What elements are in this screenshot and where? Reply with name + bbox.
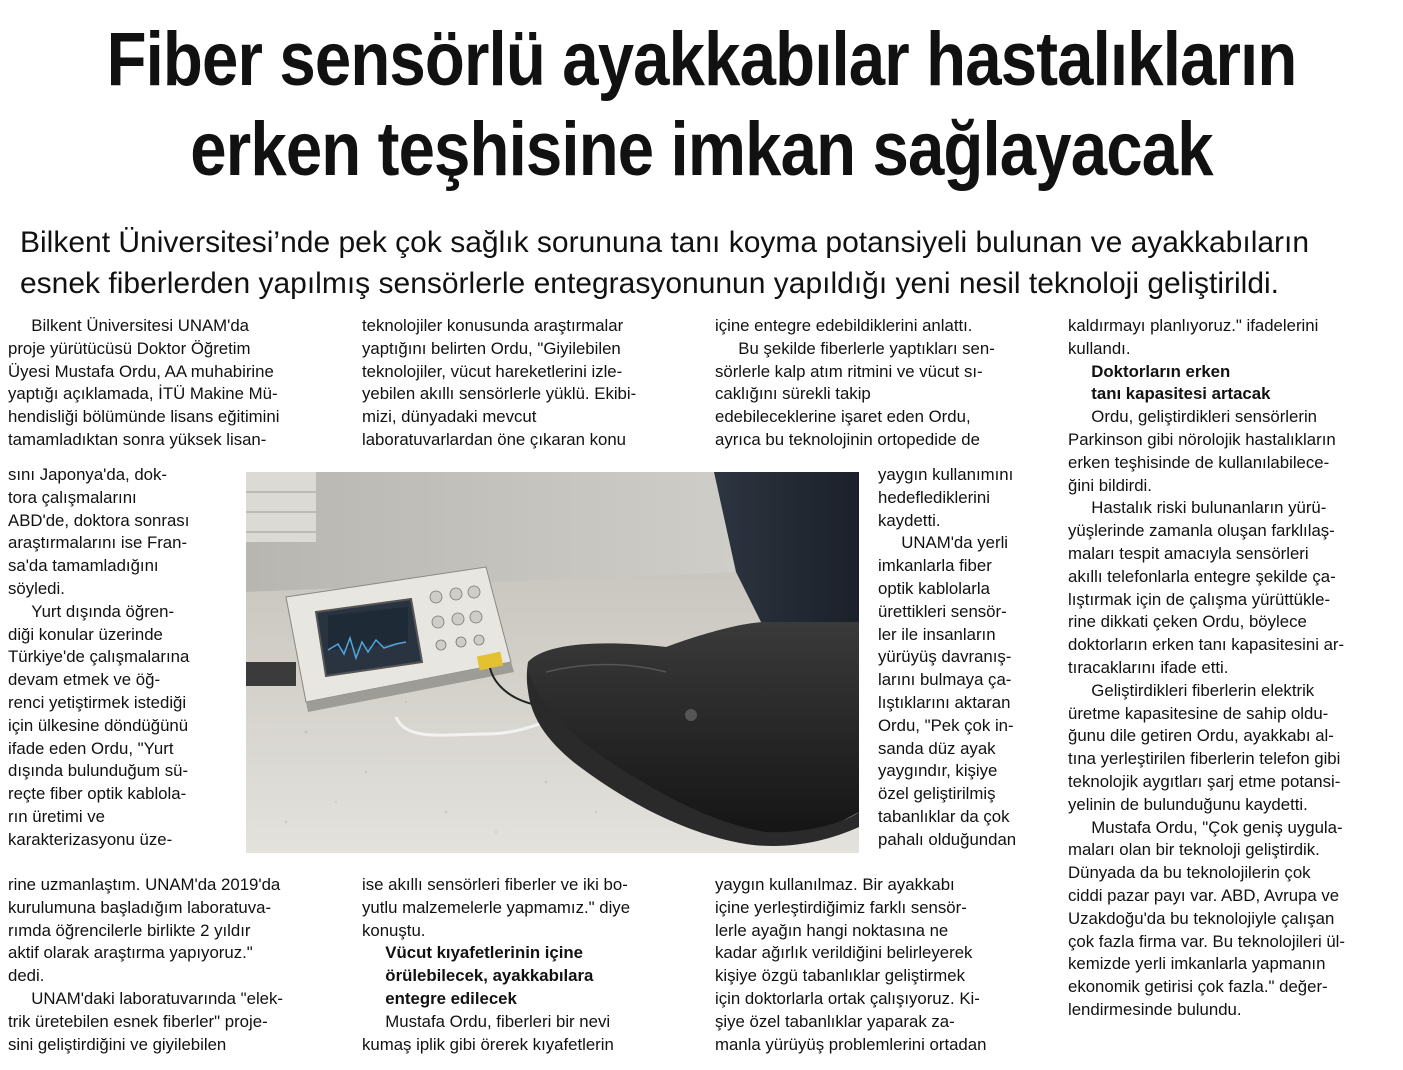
column-4 [1068,315,1345,1022]
text-line: yutlu malzemelerle yapmamız." diye [362,897,631,917]
text-line: ğini bildirdi. [1068,475,1152,495]
text-line: maları olan bir teknoloji geliştirdik. [1068,840,1320,860]
text-line: doktorların erken tanı kapasitesini ar- [1068,635,1345,655]
photo-illustration [246,472,859,853]
text-line: için ülkesine döndüğünü [8,715,189,735]
text-line: sanda düz ayak [878,738,996,758]
text-line: Vücut kıyafetlerinin içine [362,943,584,963]
text-line: araştırmalarını ise Fran- [8,533,188,553]
headline-line-2: erken teşhisine imkan sağlayacak [190,107,1213,192]
text-line: imkanlarla fiber [878,556,992,576]
text-line: tora çalışmalarını [8,487,137,507]
text-line: UNAM'da yerli [878,533,1009,553]
text-line: kemizde yerli imkanlarla yapmanın [1068,954,1326,974]
text-line: reçte fiber optik kablola- [8,784,187,804]
text-line: sını Japonya'da, dok- [8,465,167,484]
headline-line-1: Fiber sensörlü ayakkabılar hastalıkların [106,17,1297,102]
column-1-top [8,315,279,452]
text-line: lerle ayağın hangi noktasına ne [715,920,949,940]
column-4-pre [1068,315,1345,361]
text-line: özel geliştirilmiş [878,784,996,804]
lead-line-2: esnek fiberlerden yapılmış sensörlerle entegrasyonunun yapıldığı yeni nesil teknoloji geliştirildi. [20,267,1280,300]
text-line: Geliştirdikleri fiberlerin elektrik [1068,680,1315,700]
text-line: üretme kapasitesine de sahip oldu- [1068,703,1329,723]
text-line: entegre edilecek [362,988,517,1008]
text-line: karakterizasyonu üze- [8,829,173,849]
text-line: Hastalık riski bulunanların yürü- [1068,498,1327,518]
text-line: rın üretimi ve [8,806,105,826]
text-line: rine uzmanlaştım. UNAM'da 2019'da [8,875,281,894]
text-line: proje yürütücüsü Doktor Öğretim [8,338,251,358]
text-line: içine yerleştirdiğimiz farklı sensör- [715,897,967,917]
text-line: erken teşhisinde de kullanılabilece- [1068,452,1330,472]
column-1-bottom [8,874,283,1056]
text-line: Mustafa Ordu, "Çok geniş uygula- [1068,817,1343,837]
text-line: hendisliği bölümünde lisans eğitimini [8,407,280,427]
text-line: edebileceklerine işaret eden Ordu, [715,407,971,427]
column-2-bottom [362,874,630,1056]
text-line: lıştırmak için de çalışma yürüttükle- [1068,589,1331,609]
article-photo [246,472,859,853]
text-line: renci yetiştirmek istediği [8,692,187,712]
column-3-bottom [715,874,986,1056]
text-line: hedeflediklerini [878,487,990,507]
column-1-middle [8,464,189,852]
text-line: kullandı. [1068,338,1131,358]
text-line: Bu şekilde fiberlerle yaptıkları sen- [715,338,995,358]
text-line: yaygın kullanımını [878,465,1014,484]
text-line: için doktorlarla ortak çalışıyoruz. Ki- [715,988,980,1008]
text-line: UNAM'daki laboratuvarında "elek- [8,988,283,1008]
text-line: diği konular üzerinde [8,624,163,644]
text-line: yaygındır, kişiye [878,761,998,781]
text-line: çok fazla firma var. Bu teknolojileri ül- [1068,931,1345,951]
text-line: kişiye özgü tabanlıklar geliştirmek [715,966,965,986]
text-line: konuştu. [362,920,426,940]
column-2-text [362,874,630,942]
text-line: teknolojik aygıtları şarj etme potansi- [1068,771,1341,791]
lead-line-1: Bilkent Üniversitesi’nde pek çok sağlık sorununa tanı koyma potansiyeli bulunan ve ayakkabıların [20,226,1310,259]
text-line: ciddi pazar payı var. ABD, Avrupa ve [1068,885,1340,905]
text-line: maları tespit amacıyla sensörleri [1068,543,1309,563]
text-line: Parkinson gibi nörolojik hastalıkların [1068,429,1336,449]
text-line: örülebilecek, ayakkabılara [362,966,594,986]
text-line: devam etmek ve öğ- [8,670,161,690]
text-line: optik kablolarla [878,578,990,598]
text-line: ABD'de, doktora sonrası [8,510,190,530]
text-line: sa'da tamamladığını [8,556,159,576]
text-line: teknolojiler konusunda araştırmalar [362,316,624,335]
text-line: caklığını sürekli takip [715,384,871,404]
text-line: manla yürüyüş problemlerini ortadan [715,1034,987,1054]
text-line: kurulumuna başladığım laboratuva- [8,897,272,917]
text-line: yaygın kullanılmaz. Bir ayakkabı [715,875,955,894]
text-line: ayrıca bu teknolojinin ortopedide de [715,429,980,449]
text-line: laboratuvarlardan öne çıkaran konu [362,429,627,449]
text-line: kaldırmayı planlıyoruz." ifadelerini [1068,316,1319,335]
text-line: yelinin de bulunduğunu kaydetti. [1068,794,1308,814]
text-line: yüşlerinde zamanla oluşan farklılaş- [1068,521,1335,541]
text-line: tıracaklarını ifade etti. [1068,657,1229,677]
text-line: akıllı telefonlarla entegre şekilde ça- [1068,566,1336,586]
text-line: Doktorların erken [1068,361,1231,381]
text-line: yebilen akıllı sensörlerle yüklü. Ekibi- [362,384,637,404]
text-line: yürüyüş davranış- [878,647,1012,667]
column-2-top [362,315,636,452]
text-line: kumaş iplik gibi örerek kıyafetlerin [362,1034,614,1054]
text-line: ğunu dile getiren Ordu, ayakkabı al- [1068,726,1334,746]
text-line: lendirmesinde bulundu. [1068,999,1242,1019]
text-line: dışında bulunduğum sü- [8,761,189,781]
text-line: Mustafa Ordu, fiberleri bir nevi [362,1011,611,1031]
text-line: rımda öğrencilerle birlikte 2 yıldır [8,920,251,940]
text-line: aktif olarak araştırma yapıyoruz." [8,943,253,963]
text-line: tına yerleştirilen fiberlerin telefon gibi [1068,749,1341,769]
text-line: ekonomik getirisi çok fazla." değer- [1068,977,1328,997]
text-line: teknolojiler, vücut hareketlerini izle- [362,361,623,381]
text-line: Ordu, geliştirdikleri sensörlerin [1068,407,1318,427]
column-3-middle [878,464,1016,852]
subheading-vucut [362,942,630,1010]
text-line: Bilkent Üniversitesi UNAM'da [8,316,250,335]
text-line: sini geliştirdiğini ve giyilebilen [8,1034,227,1054]
text-line: pahalı olduğundan [878,829,1017,849]
text-line: dedi. [8,966,45,986]
text-line: ürettikleri sensör- [878,601,1007,621]
text-line: Uzakdoğu'da bu teknolojiyle çalışan [1068,908,1335,928]
text-line: şiye özel tabanlıklar yaparak za- [715,1011,955,1031]
subheading-doktorlar [1068,361,1345,407]
text-line: mizi, dünyadaki mevcut [362,407,537,427]
text-line: içine entegre edebildiklerini anlattı. [715,316,973,335]
text-line: ifade eden Ordu, "Yurt [8,738,174,758]
text-line: Yurt dışında öğren- [8,601,175,621]
text-line: Türkiye'de çalışmalarına [8,647,190,667]
text-line: tanı kapasitesi artacak [1068,384,1271,404]
text-line: yaptığı açıklamada, İTÜ Makine Mü- [8,384,278,404]
text-line: trik üretebilen esnek fiberler" proje- [8,1011,268,1031]
column-4-body [1068,406,1345,1022]
text-line: kadar ağırlık verildiğini belirleyerek [715,943,973,963]
text-line: ise akıllı sensörleri fiberler ve iki bo- [362,875,628,894]
text-line: Ordu, "Pek çok in- [878,715,1014,735]
text-line: yaptığını belirten Ordu, "Giyilebilen [362,338,621,358]
column-2-text-after [362,1011,630,1057]
text-line: söyledi. [8,578,65,598]
text-line: Dünyada da bu teknolojilerin çok [1068,863,1311,883]
text-line: Üyesi Mustafa Ordu, AA muhabirine [8,361,274,381]
text-line: ler ile insanların [878,624,996,644]
text-line: sörlerle kalp atım ritmini ve vücut sı- [715,361,983,381]
text-line: larını bulmaya ça- [878,670,1012,690]
text-line: tamamladıktan sonra yüksek lisan- [8,429,267,449]
text-line: lıştıklarını aktaran [878,692,1011,712]
text-line: rine dikkati çeken Ordu, böylece [1068,612,1307,632]
text-line: kaydetti. [878,510,941,530]
text-line: tabanlıklar da çok [878,806,1010,826]
column-3-top [715,315,995,452]
